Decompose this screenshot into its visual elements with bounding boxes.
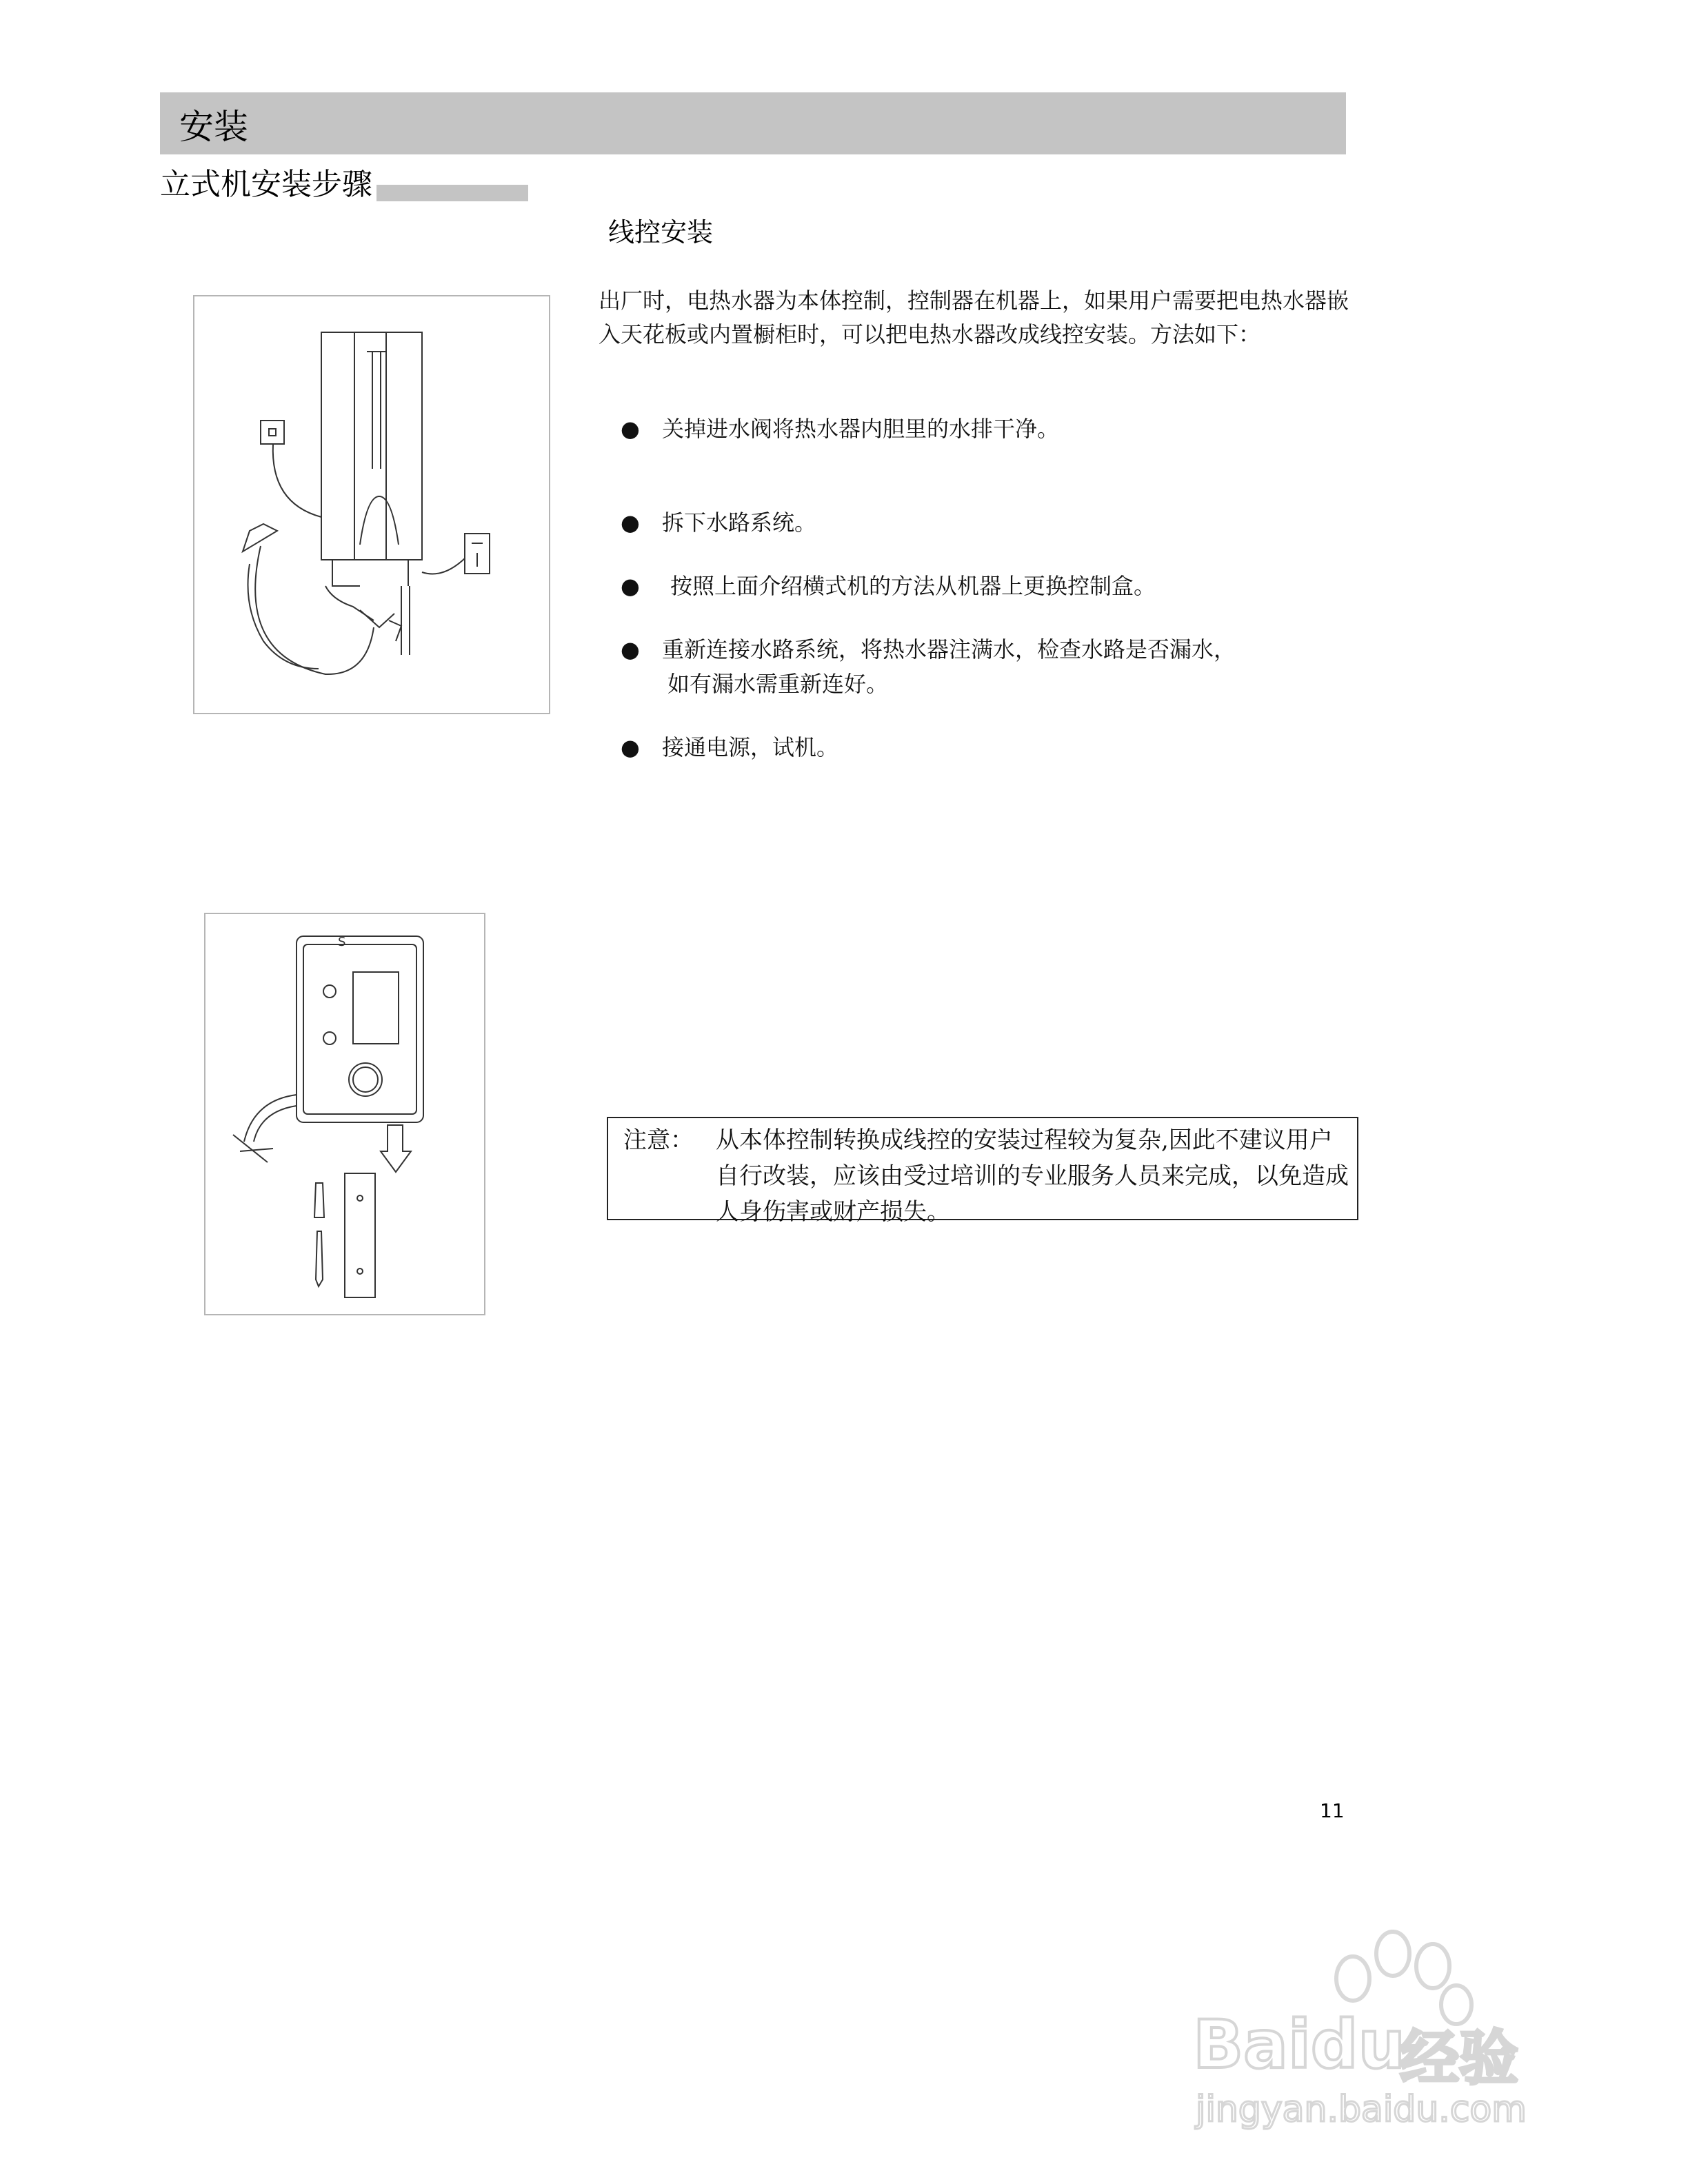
controller-label: S <box>338 935 346 949</box>
step-text-continued: 如有漏水需重新连好。 <box>667 671 889 697</box>
button-icon <box>323 985 336 998</box>
subtitle: 立式机安装步骤 <box>160 165 376 204</box>
arrow-down-icon <box>381 1125 411 1172</box>
note-box <box>607 1117 1358 1226</box>
screw <box>316 1231 323 1286</box>
water-heater-illustration <box>193 295 550 714</box>
baidu-watermark <box>1179 1903 1579 2130</box>
step-text: 接通电源，试机。 <box>662 734 839 760</box>
button-icon <box>323 1032 336 1044</box>
bullet-icon: ● <box>621 636 640 663</box>
cable <box>244 1095 297 1142</box>
controller-mount-illustration <box>204 913 485 1315</box>
water-heater-drawing <box>194 296 549 713</box>
watermark-brand: Baidu <box>1193 2006 1405 2083</box>
step-text: 按照上面介绍横式机的方法从机器上更换控制盒。 <box>670 573 1156 599</box>
step-text: 关掉进水阀将热水器内胆里的水排干净。 <box>662 416 1060 442</box>
watermark-product: 经验 <box>1400 2024 1518 2093</box>
page-title: 安装 <box>179 107 248 147</box>
bullet-icon: ● <box>621 734 640 760</box>
note-text: 从本体控制转换成线控的安装过程较为复杂,因此不建议用户自行改装，应该由受过培训的专业服务人员来完成，以免造成人身伤害或财产损失。 <box>716 1126 1349 1226</box>
wall-plug <box>314 1183 324 1217</box>
display-window <box>353 972 399 1044</box>
controller-drawing <box>205 914 484 1314</box>
knob-icon <box>349 1063 382 1096</box>
watermark-url: jingyan.baidu.com <box>1196 2089 1527 2130</box>
controller-box <box>297 936 423 1122</box>
bullet-icon: ● <box>621 509 640 536</box>
intro-paragraph: 出厂时，电热水器为本体控制，控制器在机器上，如果用户需要把电热水器嵌入天花板或内置橱柜时，可以把电热水器改成线控安装。方法如下： <box>599 287 1349 347</box>
wall-socket <box>261 421 284 444</box>
page-number: 11 <box>1320 1799 1345 1822</box>
bullet-icon: ● <box>621 573 640 599</box>
note-label: 注意： <box>623 1126 694 1154</box>
bullet-icon: ● <box>621 416 640 442</box>
mount-bracket <box>345 1173 375 1297</box>
section-header-bar <box>160 92 1346 154</box>
step-text: 重新连接水路系统，将热水器注满水，检查水路是否漏水， <box>662 636 1236 663</box>
section-title: 线控安装 <box>608 217 714 247</box>
step-text: 拆下水路系统。 <box>662 509 817 536</box>
